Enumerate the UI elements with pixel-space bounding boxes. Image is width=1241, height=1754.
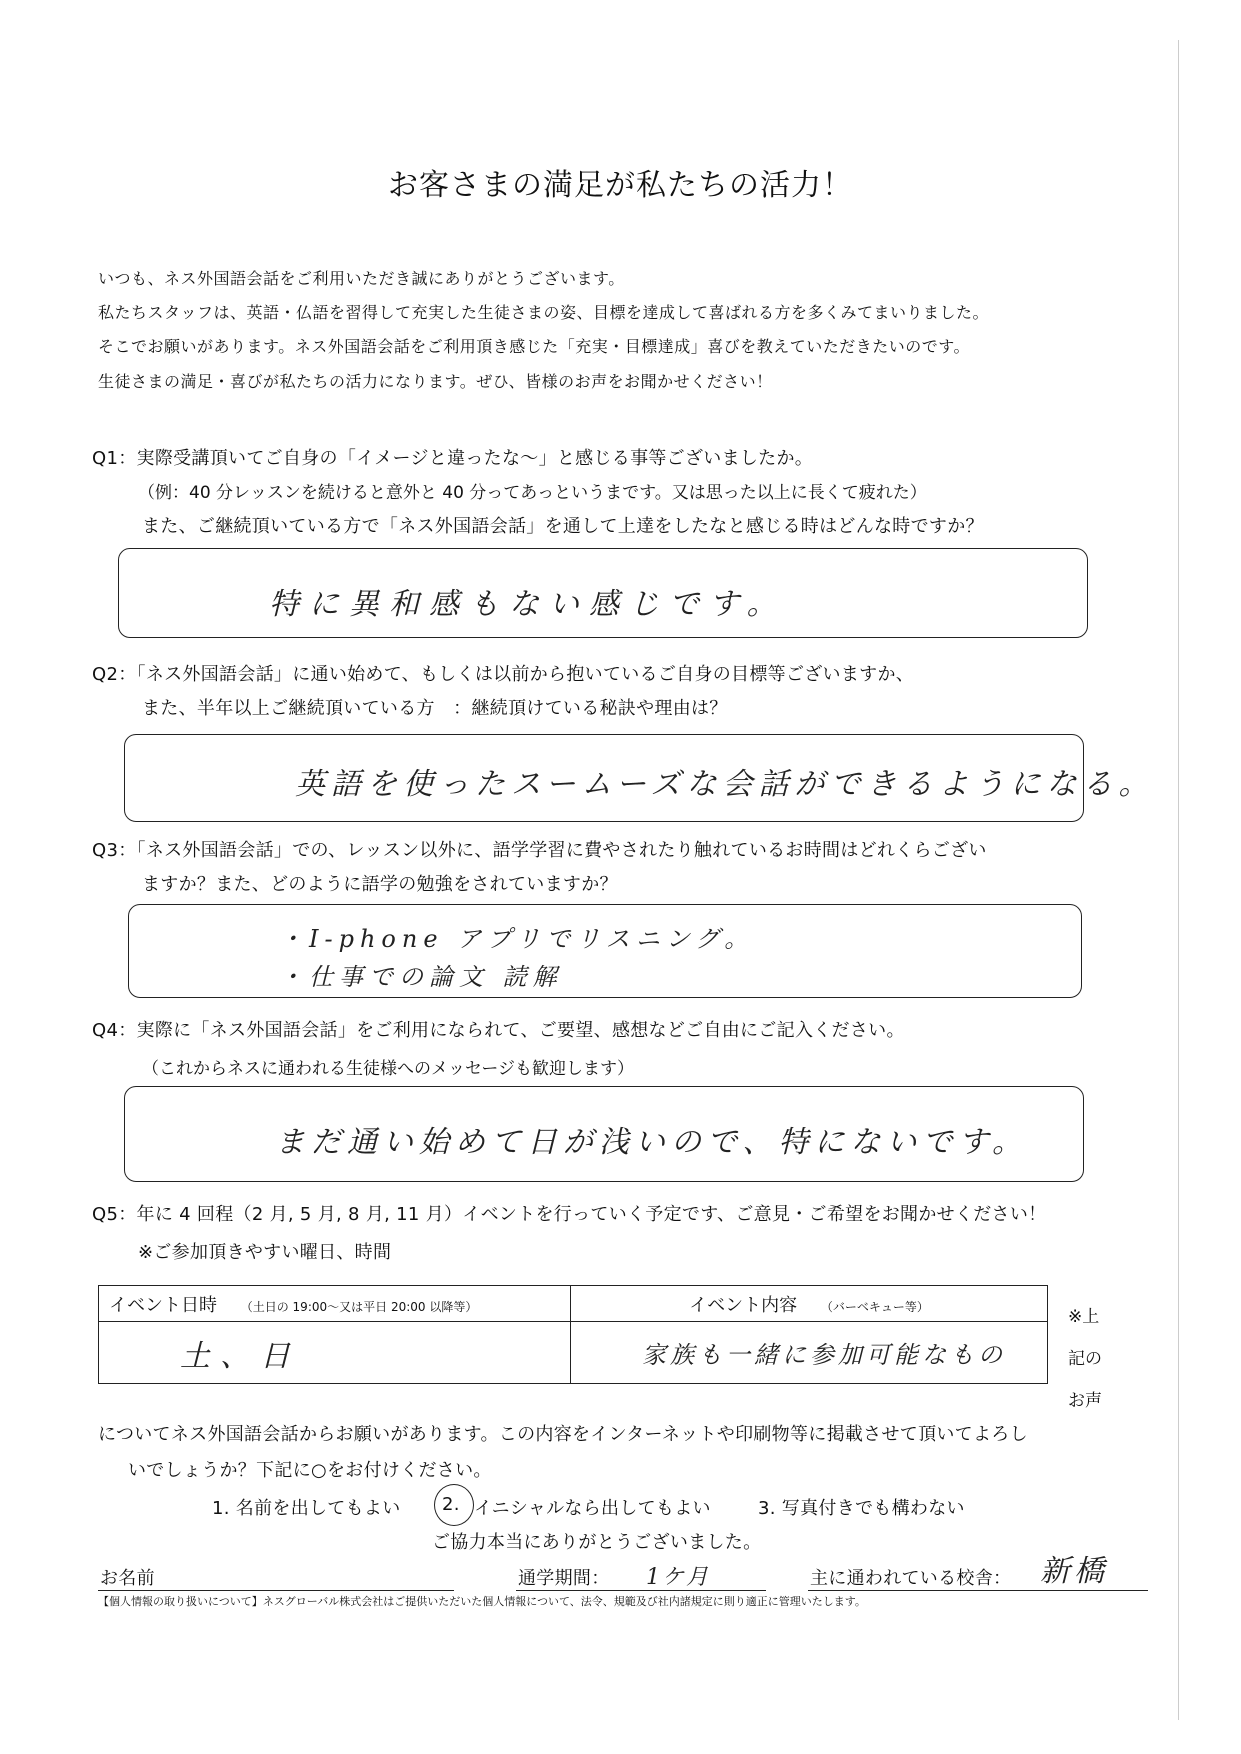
consent-line-2: いでしょうか？下記に○をお付けください。 — [128, 1460, 492, 1481]
event-content-header — [571, 1286, 1048, 1322]
name-field[interactable] — [98, 1560, 454, 1591]
q1-answer-box[interactable] — [118, 548, 1088, 638]
event-date-cell[interactable] — [99, 1322, 571, 1384]
q2-answer: 英語を使ったスームーズな会話ができるようになる。 — [295, 767, 1155, 802]
intro-line-4: 生徒さまの満足・喜びが私たちの活力になります。ぜひ、皆様のお声をお聞かせください！ — [98, 372, 773, 391]
consent-line-1: についてネス外国語会話からお願いがあります。この内容をインターネットや印刷物等に掲載させて頂いてよろし — [98, 1424, 1028, 1445]
option-2-number[interactable]: 2. — [442, 1494, 460, 1515]
q1-answer: 特に異和感もない感じです。 — [269, 587, 787, 622]
thanks-message: ご協力本当にありがとうございました。 — [432, 1532, 762, 1553]
event-date-header — [99, 1286, 571, 1322]
period-field[interactable] — [516, 1560, 766, 1591]
q5-label: Q5：年に 4 回程（2 月, 5 月, 8 月, 11 月）イベントを行っていく予定です、ご意見・ご希望をお聞かせください！ — [92, 1204, 1047, 1225]
q1-label: Q1：実際受講頂いてご自身の「イメージと違ったな～」と感じる事等ございましたか。 — [92, 448, 814, 469]
q3-label: Q3：「ネス外国語会話」での、レッスン以外に、語学学習に費やされたり触れているお時間はどれくらござい — [92, 840, 987, 861]
q4-line2: （これからネスに通われる生徒様へのメッセージも歓迎します） — [142, 1059, 634, 1079]
event-content-note: （バーベキュー等） — [820, 1299, 929, 1314]
q4-answer: まだ通い始めて日が浅いので、特にないです。 — [275, 1125, 1028, 1160]
q3-answer-line-2: ・仕事での論文 読解 — [279, 963, 563, 991]
event-content-answer: 家族も一緒に参加可能なもの — [642, 1341, 1006, 1369]
name-label: お名前 — [100, 1568, 155, 1589]
option-1[interactable]: 1. 名前を出してもよい — [212, 1498, 401, 1519]
school-value: 新橋 — [1040, 1554, 1108, 1589]
q3-answer-line-1: ・I-phone アプリでリスニング。 — [279, 925, 755, 953]
side-note-2: 記の — [1068, 1349, 1102, 1369]
option-3[interactable]: 3. 写真付きでも構わない — [758, 1498, 965, 1519]
q2-label: Q2：「ネス外国語会話」に通い始めて、もしくは以前から抱いているご自身の目標等ございますか、 — [92, 664, 915, 685]
event-table — [98, 1285, 1048, 1384]
q2-line2: また、半年以上ご継続頂いている方 ：継続頂けている秘訣や理由は？ — [142, 698, 728, 719]
intro-line-1: いつも、ネス外国語会話をご利用いただき誠にありがとうございます。 — [98, 269, 625, 288]
page-title: お客さまの満足が私たちの活力！ — [388, 168, 853, 203]
q3-answer-box[interactable] — [128, 904, 1082, 998]
side-note-1: ※上 — [1068, 1307, 1100, 1327]
intro-line-3: そこでお願いがあります。ネス外国語会話をご利用頂き感じた「充実・目標達成」喜びを教えていただきたいのです。 — [98, 337, 970, 356]
q2-answer-box[interactable] — [124, 734, 1155, 822]
q4-label: Q4：実際に「ネス外国語会話」をご利用になられて、ご要望、感想などご自由にご記入ください。 — [92, 1020, 905, 1041]
event-date-note: （土日の 19:00～又は平日 20:00 以降等） — [240, 1299, 478, 1314]
q1-line2: また、ご継続頂いている方で「ネス外国語会話」を通して上達をしたなと感じる時はどんな時ですか？ — [142, 516, 984, 537]
page-edge-line — [1178, 40, 1179, 1720]
q3-line2: ますか？また、どのように語学の勉強をされていますか？ — [142, 874, 618, 895]
period-label: 通学期間： — [518, 1568, 610, 1589]
school-field[interactable] — [808, 1554, 1148, 1591]
school-label: 主に通われている校舎： — [810, 1568, 1012, 1589]
privacy-note: 【個人情報の取り扱いについて】ネスグローバル株式会社はご提供いただいた個人情報について、法令、規範及び社内諸規定に則り適正に管理いたします。 — [98, 1595, 866, 1608]
intro-line-2: 私たちスタッフは、英語・仏語を習得して充実した生徒さまの姿、目標を達成して喜ばれる方を多くみてまいりました。 — [98, 303, 990, 322]
q5-line2: ※ご参加頂きやすい曜日、時間 — [138, 1242, 392, 1263]
option-2-text[interactable]: イニシャルなら出してもよい — [474, 1498, 711, 1519]
q1-example: （例：40 分レッスンを続けると意外と 40 分ってあっというまです。又は思った以上に長くて疲れた） — [138, 483, 927, 503]
event-content-cell[interactable] — [571, 1322, 1048, 1384]
period-value: 1ケ月 — [646, 1565, 710, 1590]
event-date-answer: 土、日 — [180, 1338, 300, 1374]
event-content-title: イベント内容 — [689, 1294, 798, 1316]
q4-answer-box[interactable] — [124, 1086, 1084, 1182]
event-date-title: イベント日時 — [109, 1294, 217, 1316]
side-note-3: お声 — [1068, 1391, 1102, 1411]
